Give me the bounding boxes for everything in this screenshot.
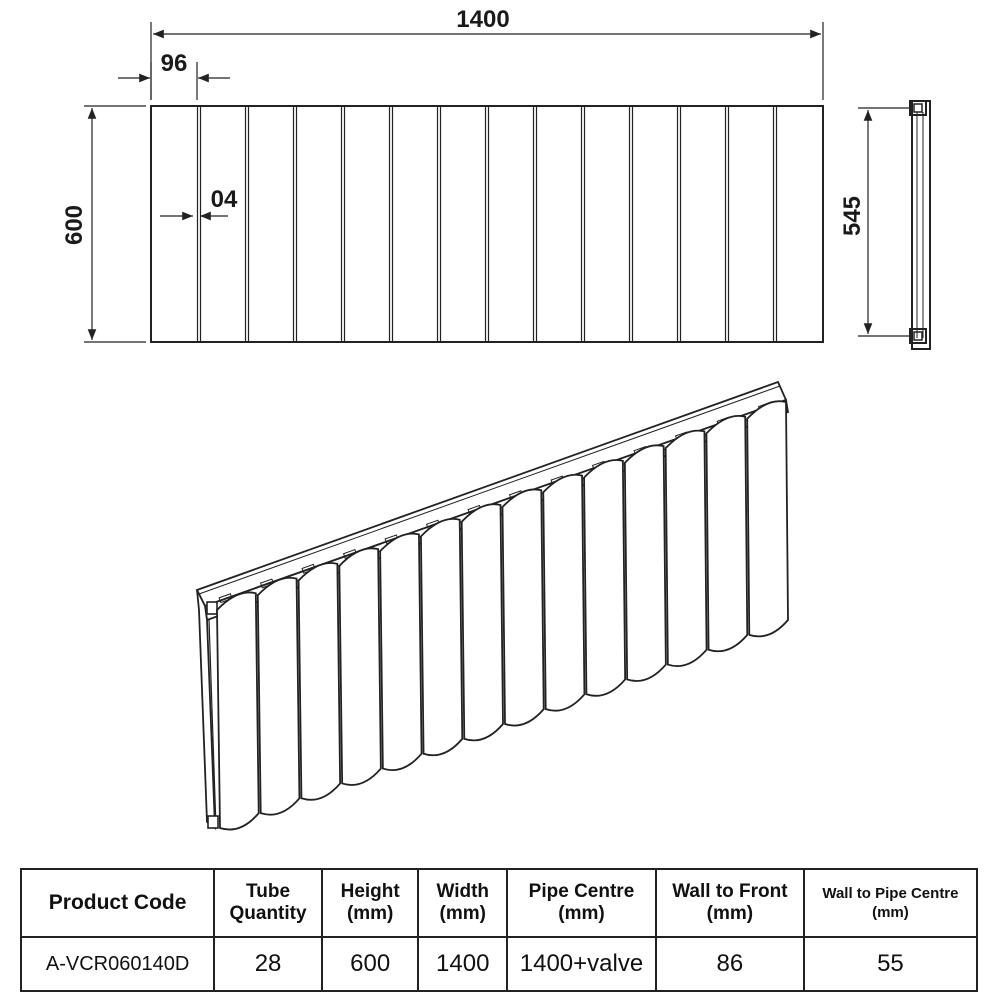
height-dimension — [61, 106, 146, 342]
tube-width-label: 96 — [160, 50, 188, 77]
iso-tube — [217, 592, 259, 829]
iso-tubes — [217, 401, 788, 829]
table-header-row — [21, 869, 977, 937]
header-pipe-centre: Pipe Centre (mm) — [507, 869, 656, 937]
iso-tube — [706, 416, 747, 651]
header-wall-to-pipe-centre: Wall to Pipe Centre (mm) — [804, 869, 977, 937]
isometric-view — [197, 382, 788, 830]
side-view — [910, 101, 930, 349]
height-label: 600 — [61, 204, 88, 246]
gap-dimension — [160, 186, 238, 216]
table-row — [21, 937, 977, 991]
cell-height: 600 — [322, 937, 419, 991]
tube-divider-lines — [198, 106, 777, 342]
iso-tube — [339, 548, 381, 785]
iso-tube — [462, 504, 503, 740]
front-outline — [151, 106, 823, 342]
front-elevation — [151, 106, 823, 342]
cell-product-code: A-VCR060140D — [21, 937, 214, 991]
cell-pipe-centre: 1400+valve — [507, 937, 656, 991]
iso-tube — [421, 519, 462, 755]
cell-width: 1400 — [418, 937, 507, 991]
cell-wall-to-front: 86 — [656, 937, 804, 991]
iso-bottom-bracket — [208, 816, 218, 828]
iso-tube — [299, 563, 341, 800]
iso-tube — [258, 578, 300, 815]
spec-table — [20, 868, 978, 992]
cell-wall-to-pipe-centre: 55 — [804, 937, 977, 991]
iso-top-bracket — [207, 602, 217, 614]
width-dimension — [151, 6, 823, 100]
gap-label: 04 — [210, 186, 238, 213]
header-width: Width (mm) — [418, 869, 507, 937]
iso-tube — [584, 460, 625, 696]
pipe-centre-label: 545 — [839, 195, 866, 237]
cell-tube-quantity: 28 — [214, 937, 322, 991]
overall-width-label: 1400 — [456, 6, 510, 33]
iso-tube — [747, 401, 788, 636]
tube-width-dimension — [118, 50, 230, 100]
iso-tube — [666, 431, 707, 667]
header-product-code: Product Code — [21, 869, 214, 937]
pipe-centre-dimension — [839, 108, 912, 336]
header-wall-to-front: Wall to Front (mm) — [656, 869, 804, 937]
iso-tube — [543, 475, 584, 711]
iso-tube — [625, 445, 666, 681]
iso-tube — [380, 534, 421, 771]
header-tube-quantity: Tube Quantity — [214, 869, 322, 937]
header-height: Height (mm) — [322, 869, 419, 937]
iso-tube — [503, 489, 544, 725]
